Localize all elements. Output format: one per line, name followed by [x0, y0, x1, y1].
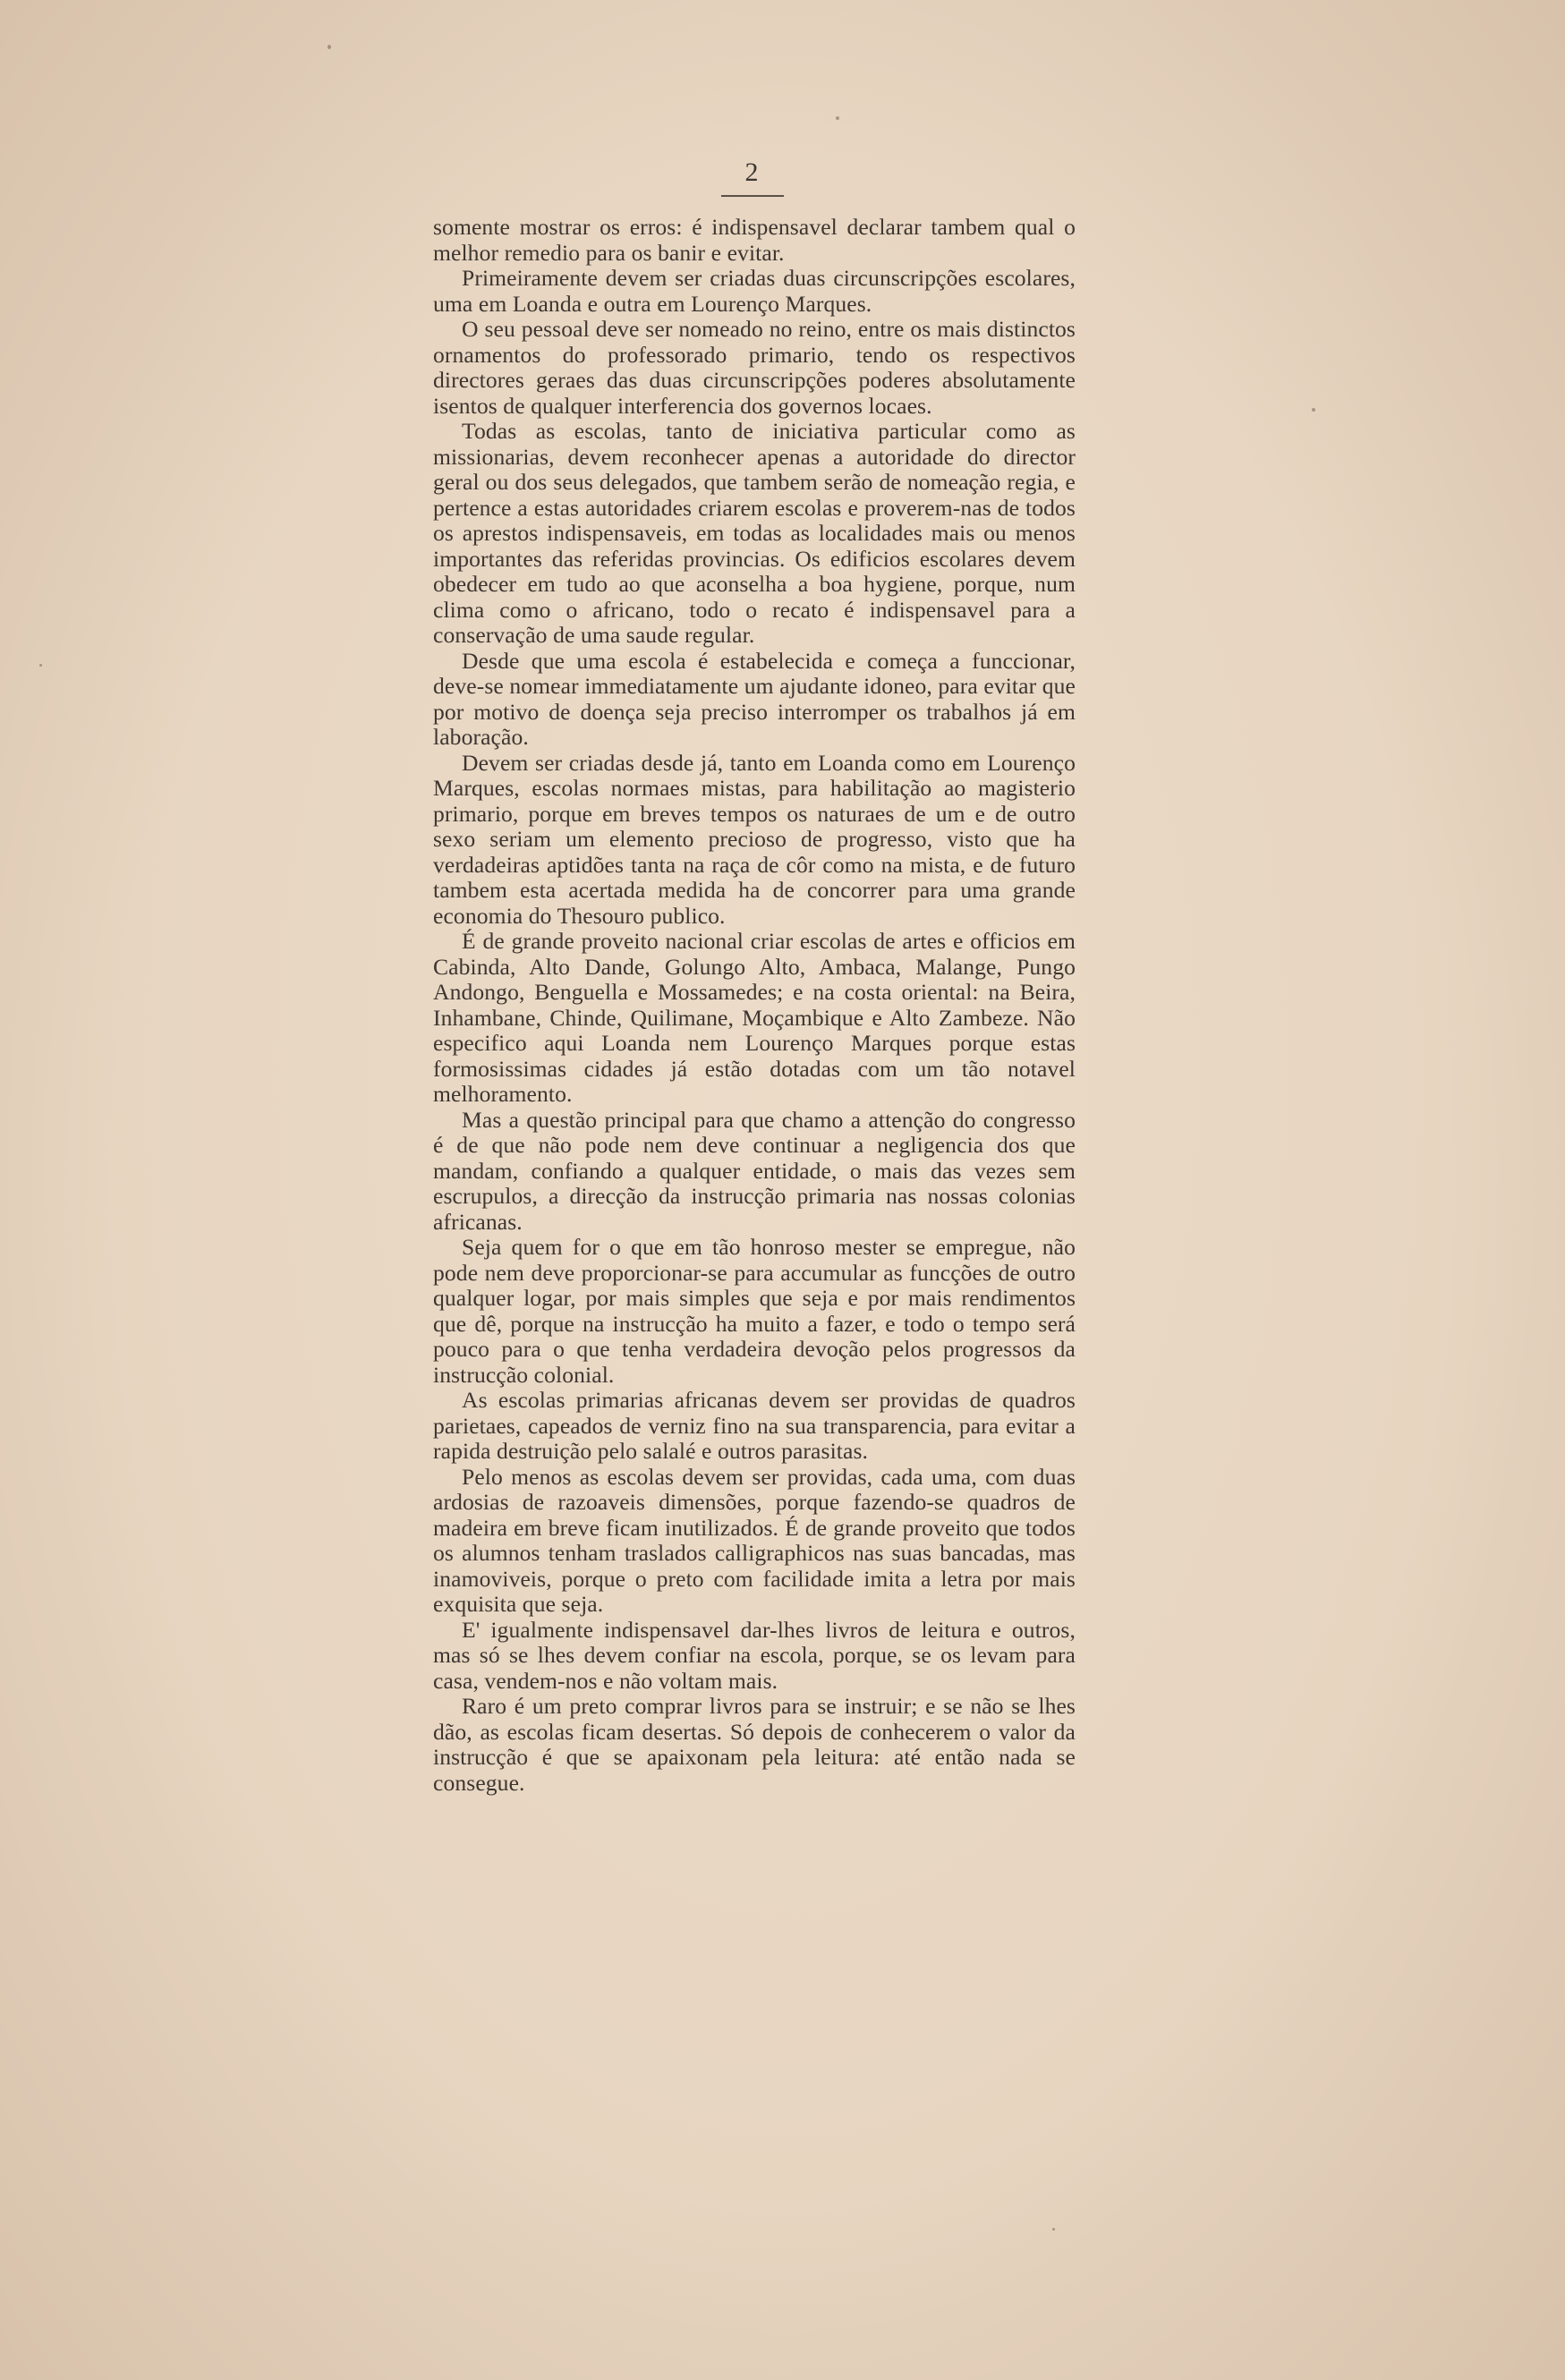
paragraph-4: Todas as escolas, tanto de iniciativa particular como as missionarias, devem reconhecer apenas a autoridade do director geral ou dos seus delegados, que tambem serão de nomeação regia, e pertence a estas autoridades criarem escolas e proverem-nas de todos os aprestos indispensaveis, em todas as localidades mais ou menos importantes das referidas provincias. Os edificios escolares devem obedecer em tudo ao que aconselha a boa hygiene, porque, num clima como o africano, todo o recato é indispensavel para a conservação de uma saude regular. — [433, 418, 1076, 648]
paragraph-12: E' igualmente indispensavel dar-lhes livros de leitura e outros, mas só se lhes devem confiar na escola, porque, se os levam para casa, vendem-nos e não voltam mais. — [433, 1616, 1076, 1694]
paper-speck — [1052, 2228, 1055, 2231]
paragraph-5: Desde que uma escola é estabelecida e começa a funccionar, deve-se nomear immediatamente um ajudante idoneo, para evitar que por motivo de doença seja preciso interromper os trabalhos já em laboração. — [433, 647, 1076, 750]
paragraph-8: Mas a questão principal para que chamo a attenção do congresso é de que não pode nem deve continuar a negligencia dos que mandam, confiando a qualquer entidade, o mais das vezes sem escrupulos, a direcção da instrucção primaria nas nossas colonias africanas. — [433, 1106, 1076, 1235]
paper-speck — [1312, 408, 1315, 412]
paragraph-11: Pelo menos as escolas devem ser providas, cada uma, com duas ardosias de razoaveis dimensões, porque fazendo-se quadros de madeira em breve ficam inutilizados. É de grande proveito que todos os alumnos tenham traslados calligraphicos nas suas bancadas, mas inamoviveis, porque o preto com facilidade imita a letra por mais exquisita que seja. — [433, 1463, 1076, 1617]
paragraph-6: Devem ser criadas desde já, tanto em Loanda como em Lourenço Marques, escolas normaes mistas, para habilitação ao magisterio primario, porque em breves tempos os naturaes de um e de outro sexo seriam um elemento precioso de progresso, visto que ha verdadeiras aptidões tanta na raça de côr como na mista, e de futuro tambem esta acertada medida ha de concorrer para uma grande economia do Thesouro publico. — [433, 749, 1076, 929]
page-number: 2 — [744, 157, 759, 187]
paragraph-10: As escolas primarias africanas devem ser providas de quadros parietaes, capeados de verniz fino na sua transparencia, para evitar a rapida destruição pelo salalé e outros parasitas. — [433, 1387, 1076, 1464]
paper-speck — [836, 116, 839, 120]
paper-speck — [39, 664, 42, 667]
paragraph-7: É de grande proveito nacional criar escolas de artes e officios em Cabinda, Alto Dande, Golungo Alto, Ambaca, Malange, Pungo Andongo, Benguella e Mossamedes; e na costa oriental: na Beira, Inhambane, Chinde, Quilimane, Moçambique e Alto Zambeze. Não especifico aqui Loanda nem Lourenço Marques porque estas formosissimas cidades já estão dotadas com um tão notavel melhoramento. — [433, 928, 1076, 1107]
paper-speck — [327, 45, 331, 49]
paragraph-2: Primeiramente devem ser criadas duas circunscripções escolares, uma em Loanda e outra em Lourenço Marques. — [433, 265, 1076, 317]
paragraph-9: Seja quem for o que em tão honroso mester se empregue, não pode nem deve proporcionar-se para accumular as funcções de outro qualquer logar, por mais simples que seja e por mais rendimentos que dê, porque na instrucção ha muito a fazer, e todo o tempo será pouco para o que tenha verdadeira devoção pelos progressos da instrucção colonial. — [433, 1234, 1076, 1388]
paragraph-3: O seu pessoal deve ser nomeado no reino, entre os mais distinctos ornamentos do professorado primario, tendo os respectivos directores geraes das duas circunscripções poderes absolutamente isentos de qualquer interferencia dos governos locaes. — [433, 316, 1076, 419]
body-text — [433, 215, 1076, 1796]
paragraph-1: somente mostrar os erros: é indispensavel declarar tambem qual o melhor remedio para os banir e evitar. — [433, 214, 1076, 266]
page-number-rule — [721, 195, 784, 197]
paragraph-13: Raro é um preto comprar livros para se instruir; e se não se lhes dão, as escolas ficam desertas. Só depois de conhecerem o valor da instrucção é que se apaixonam pela leitura: até então nada se consegue. — [433, 1693, 1076, 1796]
